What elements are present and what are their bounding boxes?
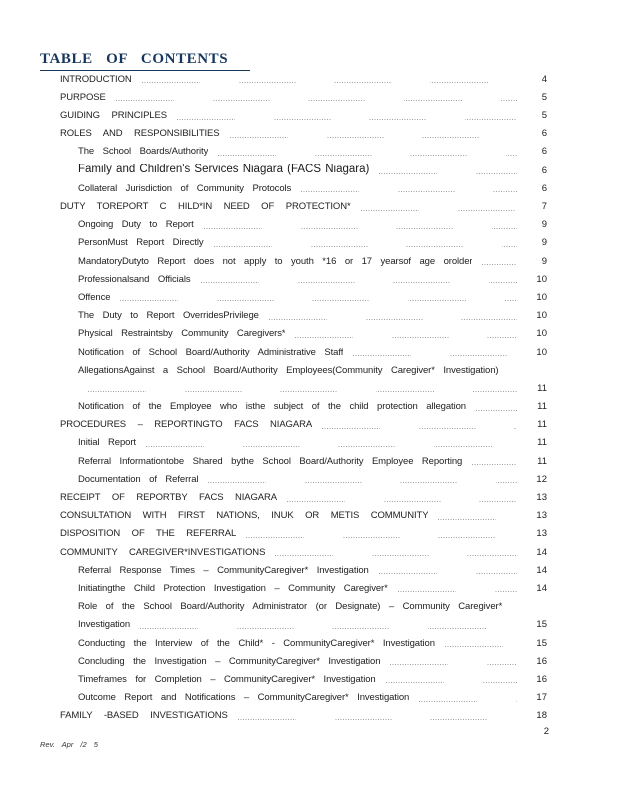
toc-entry-page: 6 <box>541 164 547 176</box>
toc-entry-page: 9 <box>541 255 547 267</box>
toc-entry-page: 11 <box>537 455 547 467</box>
toc-entry[interactable] <box>60 70 547 88</box>
toc-entry-page: 10 <box>536 273 547 285</box>
toc-entry[interactable] <box>60 543 547 561</box>
toc-entry-page: 13 <box>536 528 547 540</box>
dot-leader <box>177 106 517 124</box>
toc-entry-page: 9 <box>541 219 547 231</box>
toc-entry[interactable] <box>60 416 547 434</box>
toc-entry-label: Notification of the Employee who isthe subject of the child protection allegation <box>78 402 466 413</box>
toc-entry[interactable] <box>60 125 547 143</box>
dot-leader <box>146 434 517 452</box>
toc-entry-page: 5 <box>541 110 547 122</box>
toc-entry[interactable] <box>60 634 547 652</box>
toc-entry[interactable] <box>60 525 547 543</box>
toc-entry[interactable] <box>60 688 547 706</box>
toc-entry-page: 14 <box>536 582 547 594</box>
toc-entry[interactable] <box>60 507 547 525</box>
toc-entry-page: 7 <box>541 201 547 212</box>
toc-entry-label: GUIDING PRINCIPLES <box>60 111 167 122</box>
dot-leader <box>246 525 517 543</box>
dot-leader <box>419 688 517 706</box>
toc-entry-page: 6 <box>541 146 547 158</box>
toc-entry-label: DUTY TOREPORT C HILD*IN NEED OF PROTECTION* <box>60 202 351 212</box>
toc-entry-label: ROLES AND RESPONSIBILITIES <box>60 129 220 140</box>
toc-entry-label: INTRODUCTION <box>60 74 132 85</box>
footer-revision-note: Rev. Apr /2 5 <box>40 740 98 749</box>
toc-entry[interactable] <box>60 179 547 197</box>
toc-entry[interactable] <box>60 216 547 234</box>
toc-entry-label: Professionalsand Officials <box>78 274 191 285</box>
toc-entry-label: AllegationsAgainst a School Board/Authority Employees(Community Caregiver* Investigation) <box>78 365 499 376</box>
toc-entry[interactable] <box>60 470 547 488</box>
toc-entry[interactable] <box>60 288 547 306</box>
footer-page-number: 2 <box>543 726 549 737</box>
toc-entry-label: Timeframes for Completion – CommunityCaregiver* Investigation <box>78 674 376 685</box>
dot-leader <box>269 306 517 324</box>
toc-entry-label: Documentation of Referral <box>78 474 199 485</box>
toc-entry-page: 4 <box>541 73 547 85</box>
toc-entry[interactable] <box>60 488 547 506</box>
toc-entry-continuation[interactable] <box>60 379 547 397</box>
toc-entry-continuation[interactable] <box>60 616 547 634</box>
dot-leader <box>287 488 517 506</box>
toc-entry-label: Role of the School Board/Authority Administrator (or Designate) – Community Caregiver* <box>78 602 503 613</box>
toc-entry[interactable] <box>60 561 547 579</box>
toc-entry-page: 10 <box>536 310 547 322</box>
toc-entry[interactable] <box>60 434 547 452</box>
toc-entry-page: 6 <box>541 128 547 140</box>
toc-entry-label: COMMUNITY CAREGIVER*INVESTIGATIONS <box>60 547 266 558</box>
toc-entry-label: MandatoryDutyto Report does not apply to youth *16 or 17 yearsof age orolder <box>78 256 473 267</box>
dot-leader <box>353 343 517 361</box>
dot-leader <box>301 179 517 197</box>
toc-entry[interactable] <box>60 88 547 106</box>
toc-entry-label: Investigation <box>78 620 131 631</box>
toc-entry-label: Initial Report <box>78 438 136 449</box>
dot-leader <box>116 88 517 106</box>
toc-entry[interactable] <box>60 143 547 161</box>
dot-leader <box>379 161 517 179</box>
toc-entry[interactable] <box>60 579 547 597</box>
toc-entry-page: 12 <box>536 473 547 485</box>
toc-entry-label: Referral Response Times – CommunityCaregiver* Investigation <box>78 565 369 576</box>
dot-leader <box>438 507 517 525</box>
toc-entry-page: 10 <box>536 346 547 358</box>
toc-entry[interactable] <box>60 652 547 670</box>
toc-entry-label: RECEIPT OF REPORTBY FACS NIAGARA <box>60 493 278 503</box>
toc-entry-page: 11 <box>537 401 547 413</box>
toc-entry[interactable] <box>60 670 547 688</box>
toc-entry-page: 6 <box>541 182 547 194</box>
toc-entry-label: PURPOSE <box>60 92 106 103</box>
toc-entry-page: 14 <box>536 546 547 558</box>
dot-leader <box>238 707 517 725</box>
dot-leader <box>379 561 517 579</box>
toc-entry[interactable] <box>60 197 547 215</box>
toc-entry-label: The School Boards/Authority <box>78 147 209 158</box>
toc-entry-label: Ongoing Duty to Report <box>78 220 194 231</box>
dot-leader <box>204 216 517 234</box>
dot-leader <box>140 616 517 634</box>
toc-entry-label: DISPOSITION OF THE REFERRAL <box>60 529 237 540</box>
toc-entry-page: 13 <box>536 510 547 522</box>
toc-entry-label: Family and Children's Services Niagara (FACS Niagara) <box>78 163 370 175</box>
toc-entry-label: CONSULTATION WITH FIRST NATIONS, INUK OR METIS COMMUNITY <box>60 511 429 522</box>
toc-entry-page: 14 <box>536 564 547 576</box>
dot-leader <box>482 252 517 270</box>
toc-entry[interactable] <box>60 234 547 252</box>
toc-entry-page: 11 <box>537 437 547 449</box>
toc-entry-label: Referral Informationtobe Shared bythe School Board/Authority Employee Reporting <box>78 456 463 467</box>
toc-entry-label: Conducting the Interview of the Child* - CommunityCaregiver* Investigation <box>78 638 435 649</box>
page-title: TABLE OF CONTENTS <box>40 51 250 71</box>
toc-entry[interactable] <box>60 252 547 270</box>
toc-entry-page: 10 <box>536 291 547 303</box>
toc-entry-label: Collateral Jurisdiction of Community Protocols <box>78 183 292 194</box>
toc-entry-label: The Duty to Report OverridesPrivilege <box>78 311 259 322</box>
dot-leader <box>476 397 517 415</box>
dot-leader <box>390 652 517 670</box>
dot-leader <box>88 379 517 397</box>
dot-leader <box>322 416 517 434</box>
toc-entry-page: 15 <box>536 619 547 631</box>
toc-entry[interactable] <box>60 325 547 343</box>
toc-entry[interactable] <box>60 361 547 379</box>
toc-entry-label: Outcome Report and Notifications – CommunityCaregiver* Investigation <box>78 693 410 704</box>
toc-entry-label: FAMILY -BASED INVESTIGATIONS <box>60 711 228 722</box>
dot-leader <box>386 670 517 688</box>
toc-entry[interactable] <box>60 270 547 288</box>
toc-entry-label: Concluding the Investigation – CommunityCaregiver* Investigation <box>78 656 381 667</box>
dot-leader <box>361 197 517 215</box>
toc-entry[interactable] <box>60 452 547 470</box>
toc-entry-page: 18 <box>536 710 547 722</box>
toc-entry-page: 13 <box>536 492 547 503</box>
toc-entry-label: Notification of School Board/Authority Administrative Staff <box>78 347 344 358</box>
toc-entry-page: 10 <box>536 328 547 340</box>
dot-leader <box>230 125 517 143</box>
dot-leader <box>201 270 517 288</box>
toc-entry[interactable] <box>60 397 547 415</box>
toc-entry-label: Physical Restraintsby Community Caregivers* <box>78 329 286 340</box>
dot-leader <box>120 288 517 306</box>
toc-entry-page: 17 <box>536 692 547 704</box>
toc-list <box>60 70 547 725</box>
toc-entry-label: Offence <box>78 292 111 303</box>
toc-entry[interactable] <box>60 306 547 324</box>
toc-entry-page: 15 <box>536 637 547 649</box>
toc-entry[interactable] <box>60 343 547 361</box>
toc-entry[interactable] <box>60 597 547 615</box>
toc-entry-label: Initiatingthe Child Protection Investigation – Community Caregiver* <box>78 583 388 594</box>
toc-entry[interactable] <box>60 161 547 179</box>
dot-leader <box>295 325 517 343</box>
dot-leader <box>208 470 517 488</box>
toc-entry[interactable] <box>60 707 547 725</box>
toc-entry-page: 16 <box>536 673 547 685</box>
dot-leader <box>445 634 517 652</box>
dot-leader <box>214 234 517 252</box>
toc-entry[interactable] <box>60 106 547 124</box>
toc-entry-page: 11 <box>537 419 547 431</box>
toc-entry-page: 9 <box>541 237 547 249</box>
dot-leader <box>275 543 517 561</box>
toc-entry-label: PersonMust Report Directly <box>78 238 204 249</box>
dot-leader <box>398 579 517 597</box>
toc-entry-page: 5 <box>541 91 547 103</box>
toc-entry-page: 11 <box>537 382 547 394</box>
dot-leader <box>472 452 517 470</box>
dot-leader <box>142 70 517 88</box>
dot-leader <box>218 143 517 161</box>
toc-entry-label: PROCEDURES – REPORTINGTO FACS NIAGARA <box>60 420 313 431</box>
toc-entry-page: 16 <box>536 655 547 667</box>
